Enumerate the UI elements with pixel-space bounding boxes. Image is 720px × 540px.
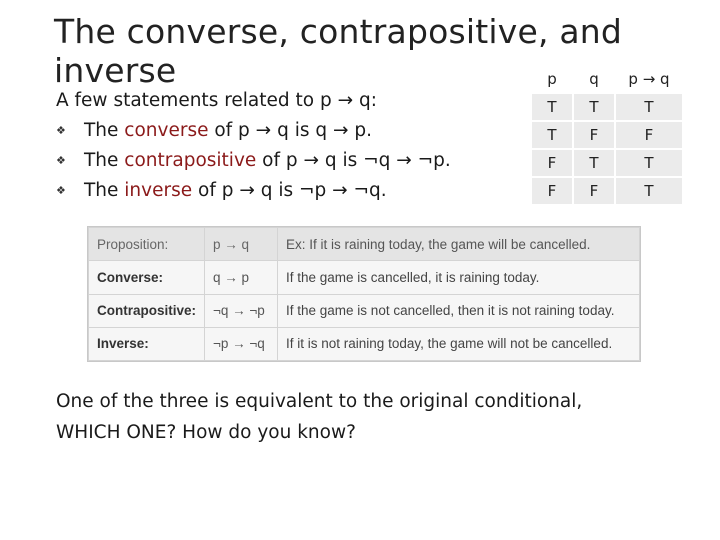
table-cell: T [616,150,682,176]
table-row [532,122,682,148]
question-text [56,386,656,448]
table-cell: T [532,94,572,120]
table-cell: F [532,178,572,204]
table-cell: T [574,150,614,176]
row-label: Inverse: [89,327,205,360]
question-line: One of the three is equivalent to the original conditional, [56,391,583,412]
table-row [532,94,682,120]
header-cell: p → q [616,66,682,92]
table-cell: F [574,122,614,148]
table-row [532,178,682,204]
bullet-text-pre: The [84,150,125,171]
bullet-text-post: of p → q is ¬q → ¬p. [256,150,451,171]
proposition-example: Ex: If it is raining today, the game will be cancelled. [278,228,640,261]
diamond-bullet-icon: ❖ [56,184,66,197]
list-item [56,176,526,206]
term-contrapositive: contrapositive [124,150,257,171]
question-line: WHICH ONE? How do you know? [56,422,356,443]
table-row [89,327,640,360]
truth-table [530,64,684,206]
statement-list [56,86,526,206]
table-row [532,150,682,176]
bullet-text-pre: The [84,120,125,141]
table-cell: T [616,94,682,120]
table-cell: T [616,178,682,204]
proposition-label: Proposition: [89,228,205,261]
table-header-row [89,228,640,261]
row-formula: q → p [205,261,278,294]
diamond-bullet-icon: ❖ [56,124,66,137]
table-cell: T [532,122,572,148]
row-label: Contrapositive: [89,294,205,327]
slide-title: The converse, contrapositive, and inverse [54,12,623,90]
table-cell: T [574,94,614,120]
row-example: If it is not raining today, the game will not be cancelled. [278,327,640,360]
bullet-text-pre: The [84,180,125,201]
term-inverse: inverse [124,180,193,201]
table-cell: F [616,122,682,148]
table-cell: F [532,150,572,176]
header-cell: q [574,66,614,92]
diamond-bullet-icon: ❖ [56,154,66,167]
bullet-text-post: of p → q is q → p. [208,120,372,141]
row-example: If the game is cancelled, it is raining today. [278,261,640,294]
list-item [56,146,526,176]
intro-line: A few statements related to p → q: [56,90,377,111]
term-converse: converse [124,120,209,141]
bullet-text-post: of p → q is ¬p → ¬q. [192,180,387,201]
truth-table-header [532,66,682,92]
row-label: Converse: [89,261,205,294]
header-cell: p [532,66,572,92]
table-row [89,294,640,327]
table-cell: F [574,178,614,204]
row-formula: ¬p → ¬q [205,327,278,360]
table-row [89,261,640,294]
proposition-formula: p → q [205,228,278,261]
row-formula: ¬q → ¬p [205,294,278,327]
proposition-examples-table [87,226,641,362]
list-item [56,116,526,146]
row-example: If the game is not cancelled, then it is not raining today. [278,294,640,327]
